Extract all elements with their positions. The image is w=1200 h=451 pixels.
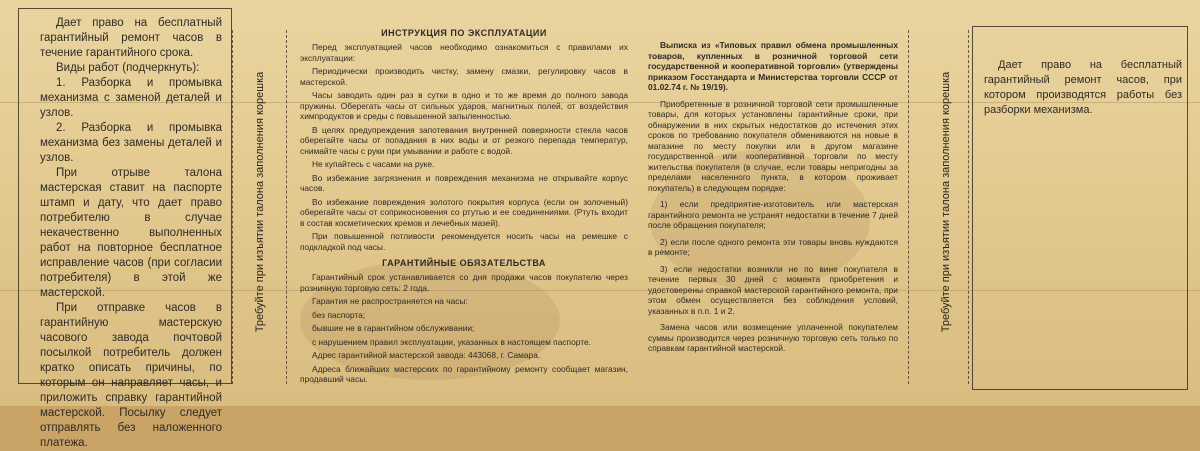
coupon-left-text: Виды работ (подчеркнуть):	[56, 62, 200, 74]
instructions-text: Во избежание загрязнения и повреждения механизма не открывайте корпус часов.	[300, 172, 628, 193]
tear-line	[286, 30, 287, 384]
coupon-left-text: 1. Разборка и промывка механизма с заменой деталей и узлов.	[40, 77, 222, 119]
instructions-panel	[288, 0, 638, 406]
coupon-right-text: Дает право на бесплатный гарантийный ремонт часов, при котором производятся работы без разборки механизма.	[984, 59, 1182, 116]
instructions-text: При повышенной потливости рекомендуется носить часы на ремешке с подкладкой под часы.	[300, 231, 628, 252]
instructions-text: В целях предупреждения запотевания внутренней поверхности стекла часов оберегайте часы от попадания в них воды и от резкого перепада температур, снимайте часы с руки при умывании и работе с водой.	[300, 124, 628, 156]
warranty-text: без паспорта;	[312, 309, 366, 320]
extract-title: Выписка из «Типовых правил обмена промышленных товаров, купленных в розничной торговой сети государственной и кооперативной торговли» (утверждены приказом Госстандарта и Министерства торговли СССР от 01.02.74 г. № 19/19).	[648, 40, 898, 92]
extract-text: 3) если недостатки возникли не по вине покупателя в течение первых 30 дней с момента приобретения и удостоверены справкой мастерской гарантийного ремонта, при этом обмен осуществляется без соблюдения условий, указанных в п.п. 1 и 2.	[648, 263, 898, 316]
stub-instruction: Требуйте при изъятии талона заполнения корешка	[940, 71, 952, 333]
coupon-left-text: При отправке часов в гарантийную мастерскую часового завода почтовой посылкой потребитель должен кратко описать причины, по которым он направляет часы, и приложить справку гарантийной мастерской. Посылку следует отправлять без наложенного платежа.	[40, 302, 222, 449]
exchange-rules-panel	[638, 0, 908, 406]
warranty-title: ГАРАНТИЙНЫЕ ОБЯЗАТЕЛЬСТВА	[382, 258, 546, 268]
coupon-left-text: Дает право на бесплатный гарантийный ремонт часов в течение гарантийного срока.	[40, 17, 222, 59]
warranty-text: бывшие не в гарантийном обслуживании;	[312, 323, 475, 333]
coupon-right	[970, 0, 1200, 406]
instructions-text: Во избежание повреждения золотого покрытия корпуса (если он золоченый) оберегайте часы от соприкосновения со ртутью и ее соединениями. (Ртуть входит в состав косметических кремов и лечебных мазей).	[300, 196, 628, 228]
coupon-stub-left	[232, 0, 288, 406]
extract-text: Приобретенные в розничной торговой сети промышленные товары, для которых установлены гарантийные сроки, при обнаружении в них скрытых недостатков до истечения этих сроков по требованию покупателя обмениваются на новые в магазине по месту покупки или в другом магазине государственной или кооперативной торговли по месту жительства покупателя (в случае, если товары непригодны за пределами населенного пункта, в котором проживает покупатель) в следующем порядке:	[648, 98, 898, 193]
instructions-text: Периодически производить чистку, замену смазки, регулировку часов в мастерской.	[300, 66, 628, 87]
coupon-left-text: 2. Разборка и промывка механизма без замены деталей и узлов.	[40, 122, 222, 164]
extract-text: Замена часов или возмещение уплаченной покупателем суммы производится через розничную торговую сеть только по справкам гарантийной мастерской.	[648, 322, 898, 353]
stub-instruction: Требуйте при изъятии талона заполнения корешка	[254, 71, 266, 333]
instructions-text: Не купайтесь с часами на руке.	[312, 159, 435, 169]
tear-line	[908, 30, 909, 384]
tear-line	[232, 30, 233, 384]
warranty-text: Адрес гарантийной мастерской завода: 443068, г. Самара.	[312, 350, 541, 360]
coupon-left	[0, 0, 232, 449]
instructions-title: ИНСТРУКЦИЯ ПО ЭКСПЛУАТАЦИИ	[381, 28, 547, 38]
instructions-text: Перед эксплуатацией часов необходимо ознакомиться с правилами их эксплуатации:	[300, 42, 628, 63]
extract-text: 2) если после одного ремонта эти товары вновь нуждаются в ремонте;	[648, 236, 898, 257]
coupon-left-text: При отрыве талона мастерская ставит на паспорте штамп и дату, что дает право потребителю в случае некачественно выполненных работ на повторное бесплатное исправление часов (при согласии потребителя) в этой же мастерской.	[40, 167, 222, 299]
warranty-text: с нарушением правил эксплуатации, указанных в настоящем паспорте.	[312, 336, 591, 347]
instructions-text: Часы заводить один раз в сутки в одно и то же время до полного завода пружины. Оберегать часы от сильных ударов, магнитных полей, от воздействия химпродуктов и среды с повышенной запыленностью.	[300, 90, 628, 121]
warranty-text: Адреса ближайших мастерских по гарантийному ремонту сообщает магазин, продавший часы.	[300, 363, 628, 384]
coupon-stub-right	[908, 0, 970, 406]
warranty-text: Гарантийный срок устанавливается со дня продажи часов покупателю через розничную торговую сеть: 2 года.	[300, 272, 628, 293]
warranty-text: Гарантия не распространяется на часы:	[312, 296, 468, 306]
extract-text: 1) если предприятие-изготовитель или мастерская гарантийного ремонта не устранят недостатки в течение 7 дней после обращения покупателя;	[648, 199, 898, 230]
tear-line	[968, 30, 969, 384]
